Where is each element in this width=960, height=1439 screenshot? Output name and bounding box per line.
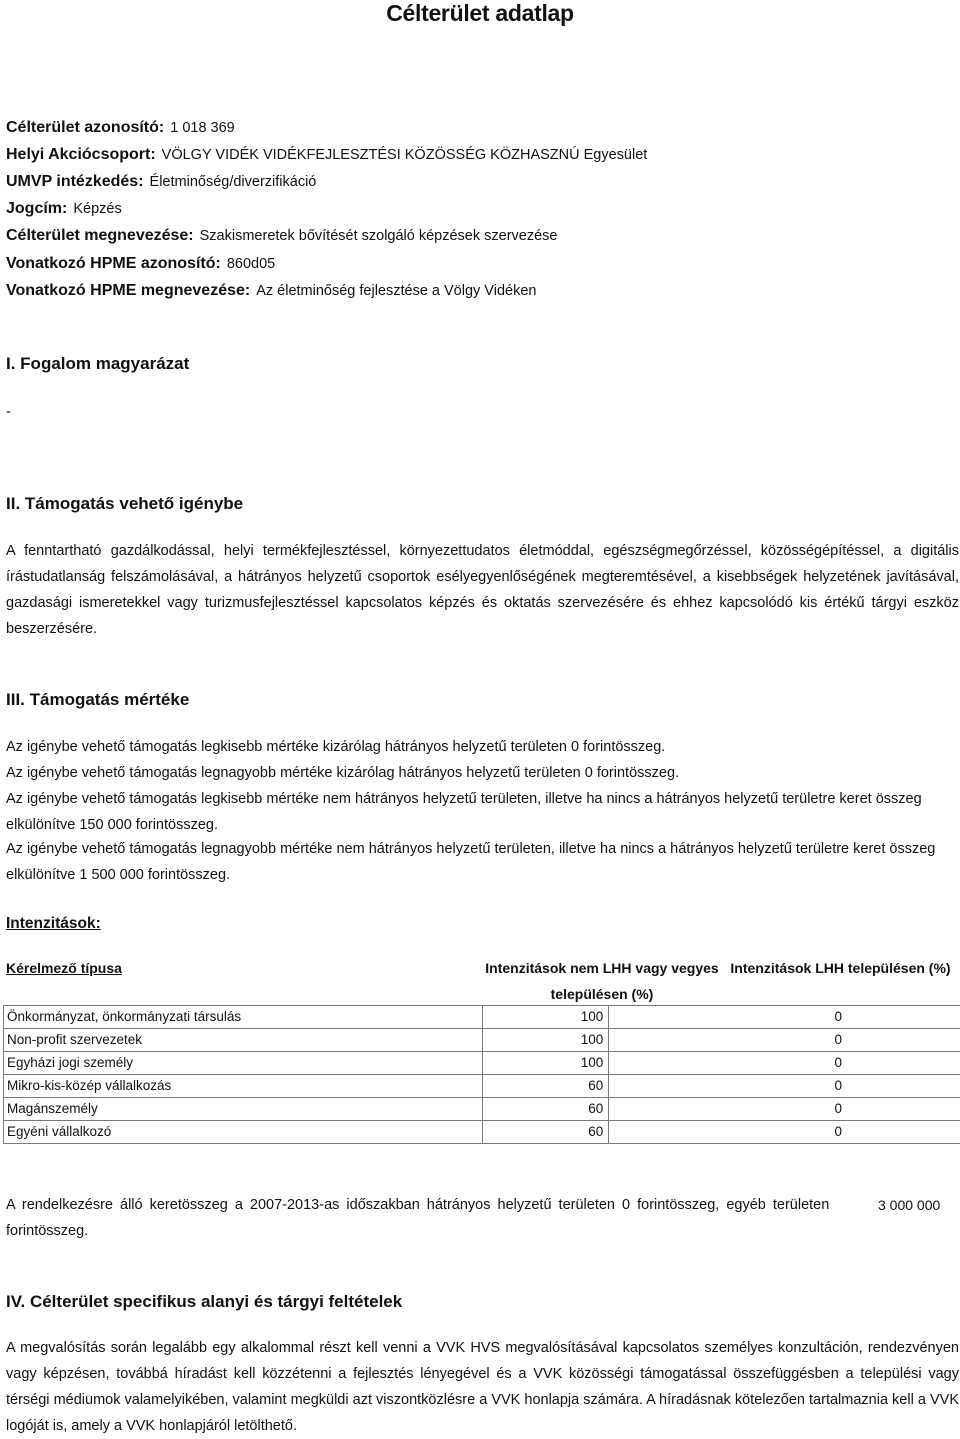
section-heading: I. Fogalom magyarázat <box>6 354 189 374</box>
section-body: - <box>6 402 11 422</box>
meta-value: Az életminőség fejlesztése a Völgy Vidéken <box>256 283 536 299</box>
budget-text: A rendelkezésre álló keretösszeg a 2007-2013-as időszakban hátrányos helyzetű területen 0 forintösszeg, egyéb területen <box>6 1195 876 1215</box>
cell-non-lhh: 100 <box>483 1052 609 1075</box>
table-row <box>4 1029 960 1052</box>
budget-amount: 3 000 000 <box>878 1195 940 1215</box>
meta-value: 1 018 369 <box>170 120 235 136</box>
cell-lhh: 0 <box>609 1098 960 1121</box>
meta-row <box>6 281 536 301</box>
cell-lhh: 0 <box>609 1052 960 1075</box>
cell-non-lhh: 60 <box>483 1075 609 1098</box>
support-line: Az igénybe vehető támogatás legnagyobb mértéke nem hátrányos helyzetű területen, illetve ha nincs a hátrányos helyzetű területre keret összeg elkülönítve 1 500 000 forintösszeg. <box>6 836 959 888</box>
meta-value: Szakismeretek bővítését szolgáló képzések szervezése <box>200 228 558 244</box>
support-line: Az igénybe vehető támogatás legkisebb mértéke kizárólag hátrányos helyzetű területen 0 forintösszeg. <box>6 737 665 757</box>
cell-type: Egyéni vállalkozó <box>4 1121 483 1144</box>
table-row <box>4 1052 960 1075</box>
intensity-heading: Intenzitások: <box>6 914 101 934</box>
meta-label: Helyi Akciócsoport: <box>6 146 156 163</box>
meta-value: Életminőség/diverzifikáció <box>150 174 317 190</box>
meta-label: Célterület megnevezése: <box>6 227 194 244</box>
meta-label: Vonatkozó HPME azonosító: <box>6 255 221 272</box>
section-heading: II. Támogatás vehető igénybe <box>6 494 243 514</box>
meta-value: 860d05 <box>227 256 275 272</box>
cell-non-lhh: 60 <box>483 1121 609 1144</box>
table-row <box>4 1121 960 1144</box>
intensity-table <box>3 1005 960 1144</box>
cell-lhh: 0 <box>609 1029 960 1052</box>
meta-row <box>6 199 122 219</box>
cell-type: Egyházi jogi személy <box>4 1052 483 1075</box>
col-header-non-lhh: Intenzitások nem LHH vagy vegyes településen (%) <box>484 955 720 1007</box>
section-heading: III. Támogatás mértéke <box>6 690 189 710</box>
cell-lhh: 0 <box>609 1075 960 1098</box>
meta-value: Képzés <box>73 201 121 217</box>
meta-row <box>6 172 316 192</box>
cell-non-lhh: 100 <box>483 1006 609 1029</box>
table-row <box>4 1075 960 1098</box>
cell-type: Non-profit szervezetek <box>4 1029 483 1052</box>
meta-row <box>6 145 647 165</box>
budget-unit: forintösszeg. <box>6 1221 88 1241</box>
meta-row <box>6 226 557 246</box>
cell-type: Mikro-kis-közép vállalkozás <box>4 1075 483 1098</box>
support-line: Az igénybe vehető támogatás legkisebb mértéke nem hátrányos helyzetű területen, illetve ha nincs a hátrányos helyzetű területre keret összeg elkülönítve 150 000 forintösszeg. <box>6 786 959 838</box>
col-header-type: Kérelmező típusa <box>6 955 122 981</box>
meta-row <box>6 254 275 274</box>
section-body: A megvalósítás során legalább egy alkalommal részt kell venni a VVK HVS megvalósításával kapcsolatos személyes konzultáción, rendezvényen vagy képzésen, továbbá híradást kell közzétenni a fejlesztés lényegével és a VVK közösségi támogatással összefüggésben a települési vagy térségi médiumok valamelyikében, valamint megküldi azt viszontközlésre a VVK honlapja számára. A híradásnak kötelezően tartalmaznia kell a VVK logóját is, amely a VVK honlapjáról letölthető. <box>6 1335 959 1439</box>
meta-label: Vonatkozó HPME megnevezése: <box>6 282 250 299</box>
cell-lhh: 0 <box>609 1006 960 1029</box>
meta-label: Jogcím: <box>6 200 67 217</box>
col-header-lhh: Intenzitások LHH településen (%) <box>728 955 953 981</box>
table-row <box>4 1098 960 1121</box>
cell-type: Magánszemély <box>4 1098 483 1121</box>
meta-label: UMVP intézkedés: <box>6 173 144 190</box>
table-row <box>4 1006 960 1029</box>
meta-value: VÖLGY VIDÉK VIDÉKFEJLESZTÉSI KÖZÖSSÉG KÖZHASZNÚ Egyesület <box>162 147 648 163</box>
meta-row <box>6 118 235 138</box>
section-heading: IV. Célterület specifikus alanyi és tárgyi feltételek <box>6 1292 402 1312</box>
cell-non-lhh: 60 <box>483 1098 609 1121</box>
section-body: A fenntartható gazdálkodással, helyi termékfejlesztéssel, környezettudatos életmóddal, egészségmegőrzéssel, közösségépítéssel, a digitális írástudatlanság felszámolásával, a hátrányos helyzetű csoportok esélyegyenlőségének megteremtésével, a kisebbségek helyzetének javításával, gazdasági ismeretekkel vagy turizmusfejlesztéssel kapcsolatos képzés és oktatás szervezésére és ehhez kapcsolódó kis értékű tárgyi eszköz beszerzésére. <box>6 538 959 642</box>
cell-lhh: 0 <box>609 1121 960 1144</box>
cell-non-lhh: 100 <box>483 1029 609 1052</box>
page-title: Célterület adatlap <box>0 0 960 26</box>
meta-label: Célterület azonosító: <box>6 119 164 136</box>
cell-type: Önkormányzat, önkormányzati társulás <box>4 1006 483 1029</box>
support-line: Az igénybe vehető támogatás legnagyobb mértéke kizárólag hátrányos helyzetű területen 0 forintösszeg. <box>6 763 679 783</box>
